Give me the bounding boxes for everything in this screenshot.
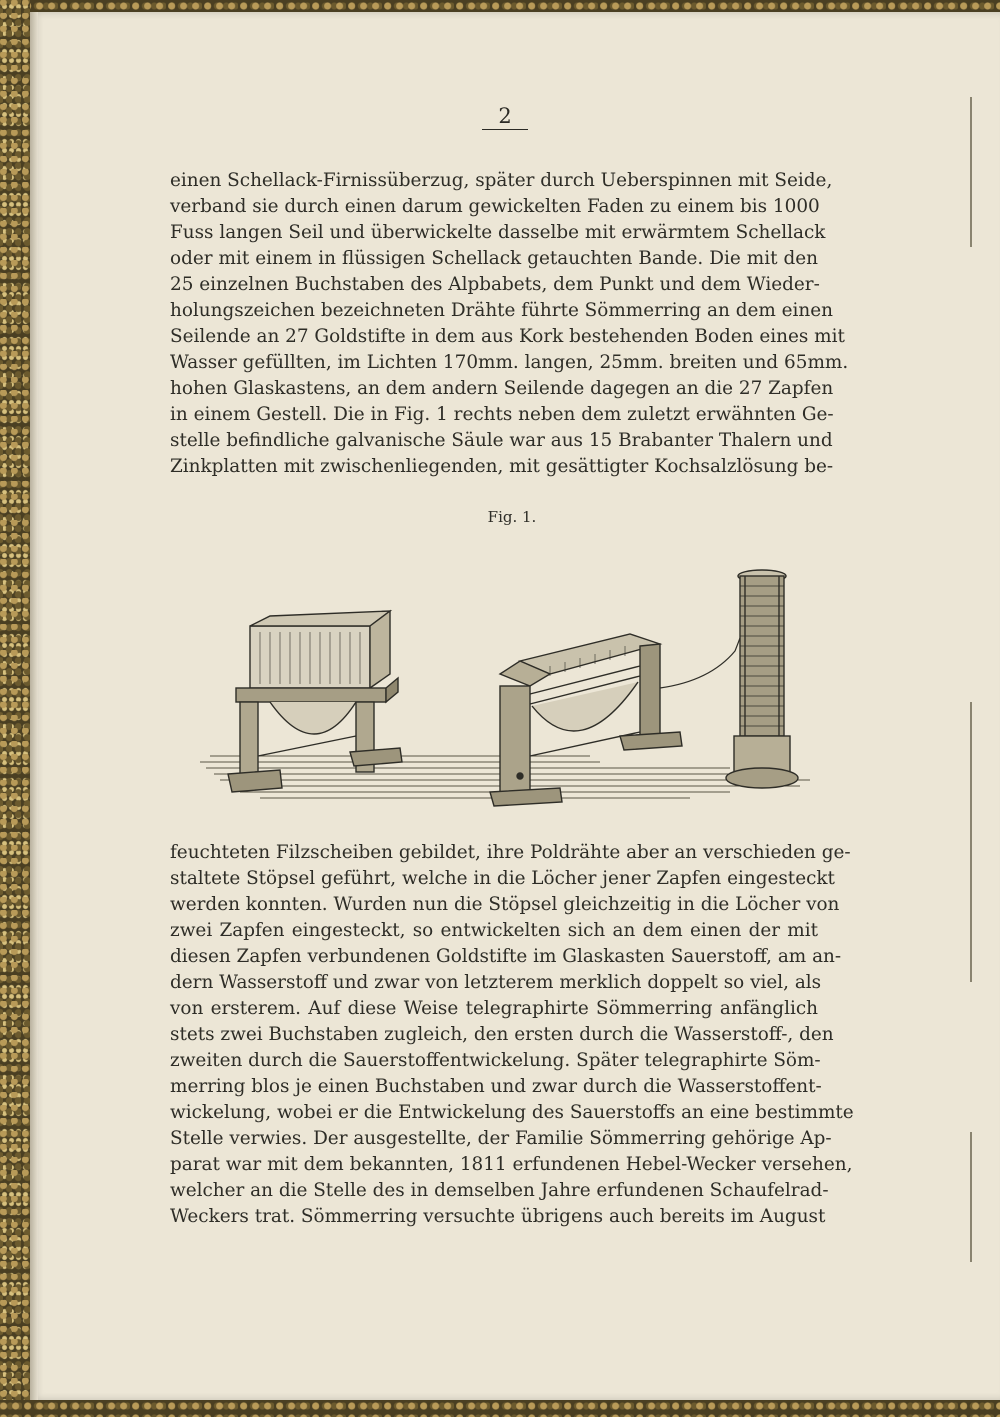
text-line: hohen Glaskastens, an dem andern Seilende dagegen an die 27 Zapfen [170, 378, 834, 399]
page-binding-shadow [30, 12, 38, 1400]
margin-mark [970, 97, 972, 247]
margin-mark [970, 702, 972, 982]
text-line: Weckers trat. Sömmerring versuchte übrigens auch bereits im August [170, 1206, 826, 1227]
text-line: Wasser gefüllten, im Lichten 170mm. langen, 25mm. breiten und 65mm. [170, 352, 849, 373]
cover-edge-top [0, 0, 1000, 12]
text-line: stets zwei Buchstaben zugleich, den ersten durch die Wasserstoff-, den [170, 1024, 834, 1045]
cover-edge-left [0, 0, 30, 1417]
text-line: zwei Zapfen eingesteckt, so entwickelten sich an dem einen der mit [170, 920, 818, 941]
text-line: zweiten durch die Sauerstoffentwickelung. Später telegraphirte Söm- [170, 1050, 821, 1071]
figure-1-illustration [170, 556, 820, 816]
text-line: welcher an die Stelle des in demselben Jahre erfundenen Schaufelrad- [170, 1180, 829, 1201]
text-line: 25 einzelnen Buchstaben des Alpbabets, dem Punkt und dem Wieder- [170, 274, 820, 295]
text-line: merring blos je einen Buchstaben und zwar durch die Wasserstoffent- [170, 1076, 822, 1097]
text-line: holungszeichen bezeichneten Drähte führte Sömmerring an dem einen [170, 300, 833, 321]
text-line: Seilende an 27 Goldstifte in dem aus Kork bestehenden Boden eines mit [170, 326, 845, 347]
figure-caption: Fig. 1. [487, 508, 537, 526]
text-line: dern Wasserstoff und zwar von letzterem merklich doppelt so viel, als [170, 972, 822, 993]
text-line: von ersterem. Auf diese Weise telegraphirte Sömmerring anfänglich [170, 998, 818, 1019]
text-line: parat war mit dem bekannten, 1811 erfundenen Hebel-Wecker versehen, [170, 1154, 853, 1175]
page-number: 2 [482, 104, 528, 130]
text-line: oder mit einem in flüssigen Schellack getauchten Bande. Die mit den [170, 248, 818, 269]
text-line: stelle befindliche galvanische Säule war aus 15 Brabanter Thalern und [170, 430, 833, 451]
text-line: feuchteten Filzscheiben gebildet, ihre Poldrähte aber an verschieden ge- [170, 842, 851, 863]
glass-tank-stand [228, 611, 402, 792]
text-line: Stelle verwies. Der ausgestellte, der Familie Sömmerring gehörige Ap- [170, 1128, 832, 1149]
cover-edge-bottom [0, 1400, 1000, 1417]
text-line: werden konnten. Wurden nun die Stöpsel gleichzeitig in die Löcher von [170, 894, 840, 915]
voltaic-column [726, 570, 798, 788]
paragraph-top [170, 168, 849, 480]
margin-mark [970, 1132, 972, 1262]
text-line: verband sie durch einen darum gewickelten Faden zu einem bis 1000 [170, 196, 820, 217]
text-line: in einem Gestell. Die in Fig. 1 rechts neben dem zuletzt erwähnten Ge- [170, 404, 834, 425]
text-line: staltete Stöpsel geführt, welche in die Löcher jener Zapfen eingesteckt [170, 868, 835, 889]
text-line: Zinkplatten mit zwischenliegenden, mit gesättigter Kochsalzlösung be- [170, 456, 834, 477]
connecting-wire [660, 606, 750, 688]
text-line: einen Schellack-Firnissüberzug, später durch Ueberspinnen mit Seide, [170, 170, 833, 191]
text-line: Fuss langen Seil und überwickelte dasselbe mit erwärmtem Schellack [170, 222, 826, 243]
text-line: diesen Zapfen verbundenen Goldstifte im Glaskasten Sauerstoff, am an- [170, 946, 842, 967]
text-line: wickelung, wobei er die Entwickelung des Sauerstoffs an eine bestimmte [170, 1102, 854, 1123]
paragraph-bottom [170, 840, 854, 1230]
